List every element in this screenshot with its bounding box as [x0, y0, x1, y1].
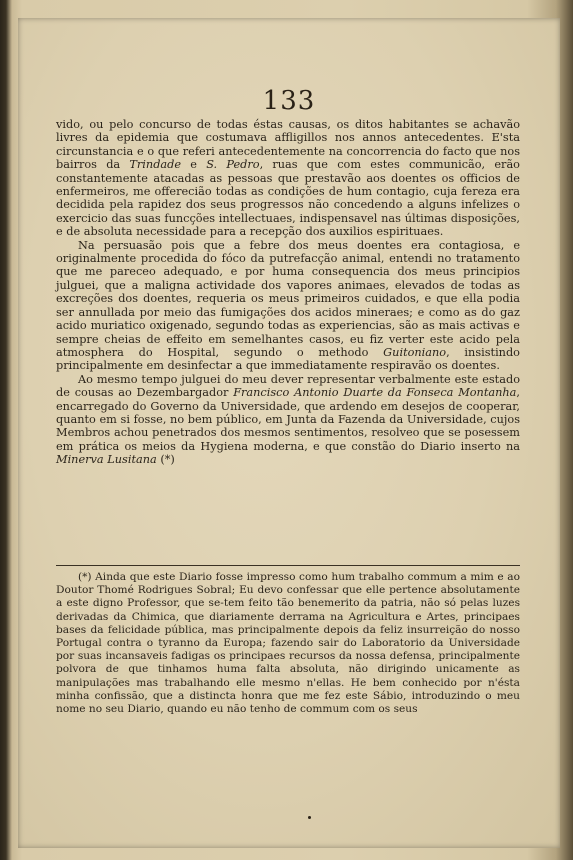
- p1-text-a: vido, ou pelo concurso de todas éstas causas, os ditos habitantes se achavão livres da epidemia que costumava affligillos nos annos antecedentes. E'sta circunstancia e o que referi antecedentemente na concorrencia do facto que nos bairros da: [56, 118, 520, 172]
- p2-text-b: , insistindo principalmente em desinfectar a que immediatamente respiravão os doentes.: [56, 345, 520, 373]
- p1-text-c: , ruas que com estes communicão, erão constantemente atacadas as pessoas que prestavão aos doentes os officios de enfermeiros, me offerecião todas as condições de hum contagio, cuja fereza era decidida pela rapidez dos seus progressos não concedendo a alguns infelizes o exercicio das suas funcções intellectuaes, indispensavel nas últimas disposições, e de absoluta necessidade para a recepção dos auxilios espirituaes.: [56, 158, 520, 239]
- p1-italic-trindade: Trindade: [129, 158, 182, 172]
- ink-speck: [308, 816, 311, 819]
- p2-italic-guitoniano: Guitoniano: [383, 345, 447, 359]
- paragraph-3: [56, 373, 520, 467]
- p3-text-c: (*): [156, 453, 175, 467]
- p2-text-a: Na persuasão pois que a febre dos meus doentes era contagiosa, e originalmente procedida do fóco da putrefacção animal, entendi no tratamento que me pareceo adequado, e por huma consequencia dos meus principios julguei, que a maligna actividade dos vapores animaes, elevados de todas as excreções dos doentes, requeria os meus primeiros cuidados, e que ella podia ser annullada por meio das fumigações dos acidos mineraes; e como as do gaz acido muriatico oxigenado, segundo todas as experiencias, são as mais activas e sempre cheias de effeito em semelhantes casos, eu fiz verter este acido pela atmosphera do Hospital, segundo o methodo: [56, 238, 520, 359]
- p3-text-b: , encarregado do Governo da Universidade, que ardendo em desejos de cooperar, quanto em si fosse, no bem público, em Junta da Fazenda da Universidade, cujos Membros achou penetrados dos mesmos sentimentos, resolveo que se posessem em prática os meios da Hygiena moderna, e que constão do Diario inserto na: [56, 386, 520, 453]
- main-text: [56, 118, 520, 467]
- paragraph-1: [56, 118, 520, 239]
- paragraph-2: [56, 239, 520, 373]
- book-page: [18, 18, 560, 848]
- p3-italic-minerva: Minerva Lusitana: [56, 453, 157, 467]
- p1-italic-s-pedro: S. Pedro: [206, 158, 260, 172]
- p3-text-a: Ao mesmo tempo julguei do meu dever representar verbalmente este estado de cousas ao Dezembargador: [56, 372, 520, 400]
- footnote: (*) Ainda que este Diario fosse impresso como hum trabalho commum a mim e ao Doutor Thomé Rodrigues Sobral; Eu devo confessar que elle pertence absolutamente a este digno Professor, que se-tem feito tão benemerito da patria, não só pelas luzes derivadas da Chimica, que diariamente derrama na Agricultura e Artes, principaes bases da felicidade pública, mas principalmente depois da feliz insurreição do nosso Portugal contra o tyranno da Europa; fazendo sair do Laboratorio da Universidade por suas incansaveis fadigas os principaes recursos da nossa defensa, principalmente polvora de que tinhamos huma falta absoluta, não dirigindo unicamente as manipulações mas trabalhando elle mesmo n'ellas. He bem conhecido por n'ésta minha confissão, que a distincta honra que me fez este Sábio, introduzindo o meu nome no seu Diario, quando eu não tenho de commum com os seus: [56, 571, 520, 716]
- p1-text-b: e: [181, 158, 207, 172]
- page-number: 133: [262, 86, 316, 116]
- footnote-rule: [56, 565, 520, 566]
- p3-italic-name: Francisco Antonio Duarte da Fonseca Montanha: [233, 386, 517, 400]
